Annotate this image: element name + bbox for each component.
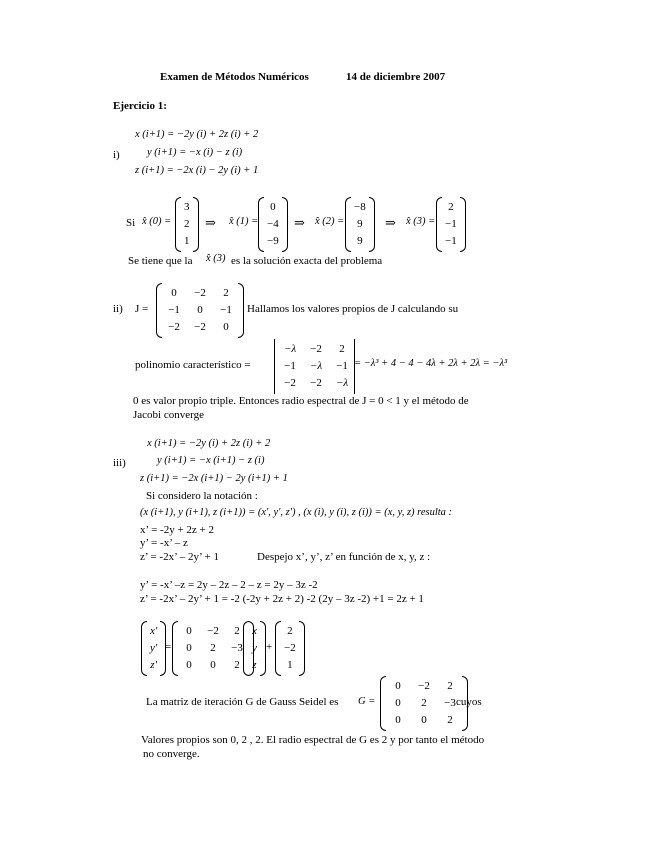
- det-entry: −2: [284, 377, 296, 389]
- j-entry: 0: [197, 304, 203, 316]
- x1-entry: −9: [267, 235, 279, 247]
- final-text-1: Valores propios son 0, 2 , 2. El radio espectral de G es 2 y por tanto el método: [141, 734, 485, 746]
- matrix-g: [380, 676, 468, 731]
- m-entry: 2: [234, 625, 240, 637]
- part3-eq-y: y (i+1) = −x (i+1) − z (i): [157, 455, 265, 466]
- rhs-entry: x: [252, 625, 257, 637]
- det-entry: −λ: [309, 360, 323, 372]
- part3-eq-x: x (i+1) = −2y (i) + 2z (i) + 2: [147, 438, 271, 449]
- part2-label: ii): [113, 303, 123, 315]
- eq-line-z: z’ = -2x’ – 2y’ + 1: [140, 551, 219, 563]
- implies-arrow: ⇒: [205, 215, 216, 230]
- implies-arrow: ⇒: [385, 215, 396, 230]
- vector-x3: [436, 197, 466, 252]
- exam-date: 14 de diciembre 2007: [346, 71, 446, 83]
- part1-label: i): [113, 149, 120, 161]
- part2-text3: Jacobi converge: [133, 409, 204, 421]
- part1-conclusion-symbol: x̂ (3): [206, 253, 226, 264]
- c-entry: −2: [284, 642, 296, 654]
- implies-arrow: ⇒: [294, 215, 305, 230]
- part2-text1: Hallamos los valores propios de J calculando su: [247, 303, 459, 315]
- exercise-title: Ejercicio 1:: [113, 100, 167, 112]
- g-entry: 2: [447, 714, 453, 726]
- despejo-text: Despejo x’, y’, z’ en función de x, y, z :: [257, 551, 431, 563]
- x2-entry: 9: [357, 235, 363, 247]
- determinant-matrix: [274, 339, 358, 394]
- g-entry: 0: [395, 697, 401, 709]
- eq-line-y: y’ = -x’ – z: [140, 537, 188, 549]
- part3-label: iii): [113, 457, 126, 469]
- poly-label: polinomio característico =: [135, 359, 251, 371]
- part1-eq-y: y (i+1) = −x (i) − z (i): [147, 147, 243, 158]
- g-entry: 2: [447, 680, 453, 692]
- m-entry: 0: [186, 659, 192, 671]
- x3-label: x̂ (3) =: [406, 216, 436, 227]
- x0-label: x̂ (0) =: [142, 216, 172, 227]
- det-entry: −2: [310, 377, 322, 389]
- part1-conclusion-a: Se tiene que la: [128, 255, 193, 267]
- si-text: Si: [126, 217, 136, 229]
- poly-result: = −λ³ + 4 − 4 − 4λ + 2λ + 2λ = −λ³: [354, 358, 508, 369]
- m-entry: 0: [210, 659, 216, 671]
- part3-eq-z: z (i+1) = −2x (i+1) − 2y (i+1) + 1: [140, 473, 288, 484]
- equals-sign: =: [165, 641, 172, 653]
- lhs-entry: z': [150, 659, 157, 671]
- j-entry: 0: [223, 321, 229, 333]
- j-entry: −2: [194, 321, 206, 333]
- x0-entry: 2: [184, 218, 190, 230]
- j-entry: −1: [220, 304, 232, 316]
- m-entry: −3: [231, 642, 243, 654]
- det-entry: −2: [310, 343, 322, 355]
- m-entry: −2: [207, 625, 219, 637]
- j-entry: −2: [168, 321, 180, 333]
- rhs-entry: z: [252, 659, 257, 671]
- matrix-m: [172, 621, 257, 676]
- x0-entry: 3: [184, 201, 190, 213]
- det-entry: −λ: [335, 377, 349, 389]
- x2-entry: −8: [354, 201, 366, 213]
- notation-text: Si considero la notación :: [146, 490, 258, 502]
- vector-x0: [175, 197, 199, 252]
- g-entry: −3: [444, 697, 456, 709]
- vector-lhs: [141, 621, 166, 676]
- j-entry: −1: [168, 304, 180, 316]
- m-entry: 2: [210, 642, 216, 654]
- det-entry: 2: [339, 343, 345, 355]
- cuyos-text: cuyos: [456, 696, 482, 708]
- g-entry: −2: [418, 680, 430, 692]
- j-entry: −2: [194, 287, 206, 299]
- g-entry: 0: [421, 714, 427, 726]
- x1-entry: 0: [270, 201, 276, 213]
- part1-eq-z: z (i+1) = −2x (i) − 2y (i) + 1: [135, 165, 259, 176]
- vector-x1: [258, 197, 288, 252]
- eq-line-y-solved: y’ = -x’ –z = 2y – 2z – 2 – z = 2y – 3z -2: [140, 579, 318, 591]
- eq-line-x: x’ = -2y + 2z + 2: [140, 524, 215, 536]
- m-entry: 0: [186, 642, 192, 654]
- x2-label: x̂ (2) =: [315, 216, 345, 227]
- matrix-j: [156, 283, 244, 338]
- final-text-2: no converge.: [143, 748, 200, 760]
- part1-conclusion-b: es la solución exacta del problema: [231, 255, 383, 267]
- plus-sign: +: [266, 641, 273, 653]
- rhs-entry: y: [252, 642, 257, 654]
- m-entry: 2: [234, 659, 240, 671]
- vector-x2: [345, 197, 375, 252]
- lhs-entry: x': [150, 625, 158, 637]
- x1-label: x̂ (1) =: [229, 216, 259, 227]
- g-label: G =: [358, 696, 376, 707]
- g-text: La matriz de iteración G de Gauss Seidel es: [146, 696, 339, 708]
- x0-entry: 1: [184, 235, 190, 247]
- g-entry: 2: [421, 697, 427, 709]
- exam-title: Examen de Métodos Numéricos: [160, 71, 309, 83]
- x1-entry: −4: [267, 218, 279, 230]
- part2-text2: 0 es valor propio triple. Entonces radio espectral de J = 0 < 1 y el método de: [133, 395, 469, 407]
- det-entry: −1: [336, 360, 348, 372]
- c-entry: 1: [287, 659, 293, 671]
- x3-entry: −1: [445, 218, 457, 230]
- x3-entry: 2: [448, 201, 454, 213]
- j-entry: 0: [171, 287, 177, 299]
- c-entry: 2: [287, 625, 293, 637]
- notation-equation: (x (i+1), y (i+1), z (i+1)) = (x', y', z') , (x (i), y (i), z (i)) = (x, y, z) resulta :: [140, 507, 453, 518]
- part1-eq-x: x (i+1) = −2y (i) + 2z (i) + 2: [135, 129, 259, 140]
- m-entry: 0: [186, 625, 192, 637]
- vector-rhs: [243, 621, 266, 676]
- g-entry: 0: [395, 714, 401, 726]
- j-entry: 2: [223, 287, 229, 299]
- det-entry: −1: [284, 360, 296, 372]
- det-entry: −λ: [283, 343, 297, 355]
- eq-line-z-solved: z’ = -2x’ – 2y’ + 1 = -2 (-2y + 2z + 2) -2 (2y – 3z -2) +1 = 2z + 1: [140, 593, 424, 605]
- g-entry: 0: [395, 680, 401, 692]
- x3-entry: −1: [445, 235, 457, 247]
- vector-c: [275, 621, 305, 676]
- j-label: J =: [135, 303, 149, 315]
- x2-entry: 9: [357, 218, 363, 230]
- lhs-entry: y': [150, 642, 158, 654]
